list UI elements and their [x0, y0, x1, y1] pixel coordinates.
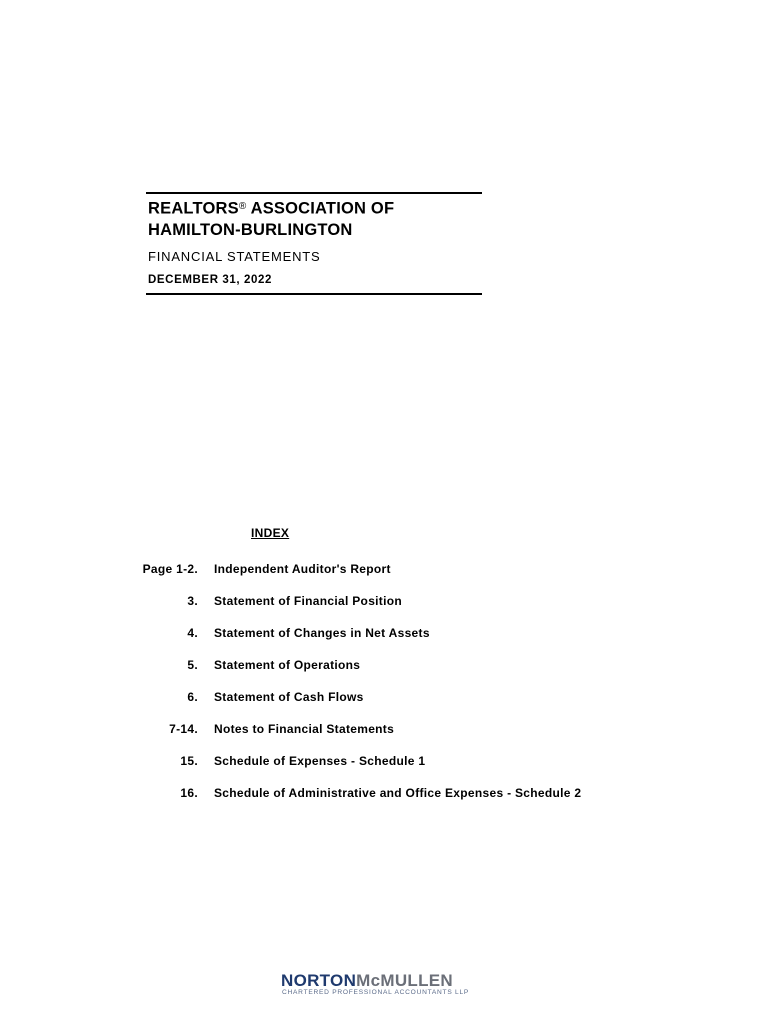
index-entry-title: Statement of Changes in Net Assets	[214, 626, 430, 640]
index-heading: INDEX	[251, 526, 290, 540]
index-item	[0, 690, 770, 722]
index-entry-title: Independent Auditor's Report	[214, 562, 391, 576]
registered-mark: ®	[238, 201, 247, 212]
index-item	[0, 786, 770, 818]
index-entry-title: Schedule of Expenses - Schedule 1	[214, 754, 426, 768]
logo-name-primary: NORTON	[281, 971, 357, 990]
firm-logo-name	[281, 972, 453, 990]
index-item	[0, 658, 770, 690]
index-page-number: 4.	[187, 626, 198, 640]
title-block	[146, 192, 482, 295]
index-list	[0, 562, 770, 818]
index-item	[0, 626, 770, 658]
top-rule	[146, 192, 482, 194]
index-entry-title: Statement of Financial Position	[214, 594, 402, 608]
index-page-number: 7-14.	[169, 722, 198, 736]
index-page-number: 6.	[187, 690, 198, 704]
organization-name-line-1	[148, 199, 394, 219]
bottom-rule	[146, 293, 482, 295]
index-page-number: 15.	[180, 754, 198, 768]
organization-name-line-2: HAMILTON-BURLINGTON	[148, 221, 353, 239]
index-page-number: 16.	[180, 786, 198, 800]
index-entry-title: Statement of Cash Flows	[214, 690, 364, 704]
firm-logo-subtitle: CHARTERED PROFESSIONAL ACCOUNTANTS LLP	[282, 989, 470, 996]
logo-name-secondary: McMULLEN	[356, 971, 453, 990]
document-title: FINANCIAL STATEMENTS	[148, 249, 321, 264]
index-entry-title: Schedule of Administrative and Office Expenses - Schedule 2	[214, 786, 582, 800]
org-name-text: REALTORS	[148, 199, 239, 218]
index-page-number: 5.	[187, 658, 198, 672]
index-page-number: Page 1-2.	[142, 562, 198, 576]
index-page-number: 3.	[187, 594, 198, 608]
index-item	[0, 754, 770, 786]
document-date: DECEMBER 31, 2022	[148, 274, 272, 286]
firm-logo	[280, 972, 490, 1000]
org-name-text-rest: ASSOCIATION OF	[246, 199, 395, 218]
index-entry-title: Statement of Operations	[214, 658, 361, 672]
index-item	[0, 594, 770, 626]
index-entry-title: Notes to Financial Statements	[214, 722, 395, 736]
index-item	[0, 562, 770, 594]
index-item	[0, 722, 770, 754]
